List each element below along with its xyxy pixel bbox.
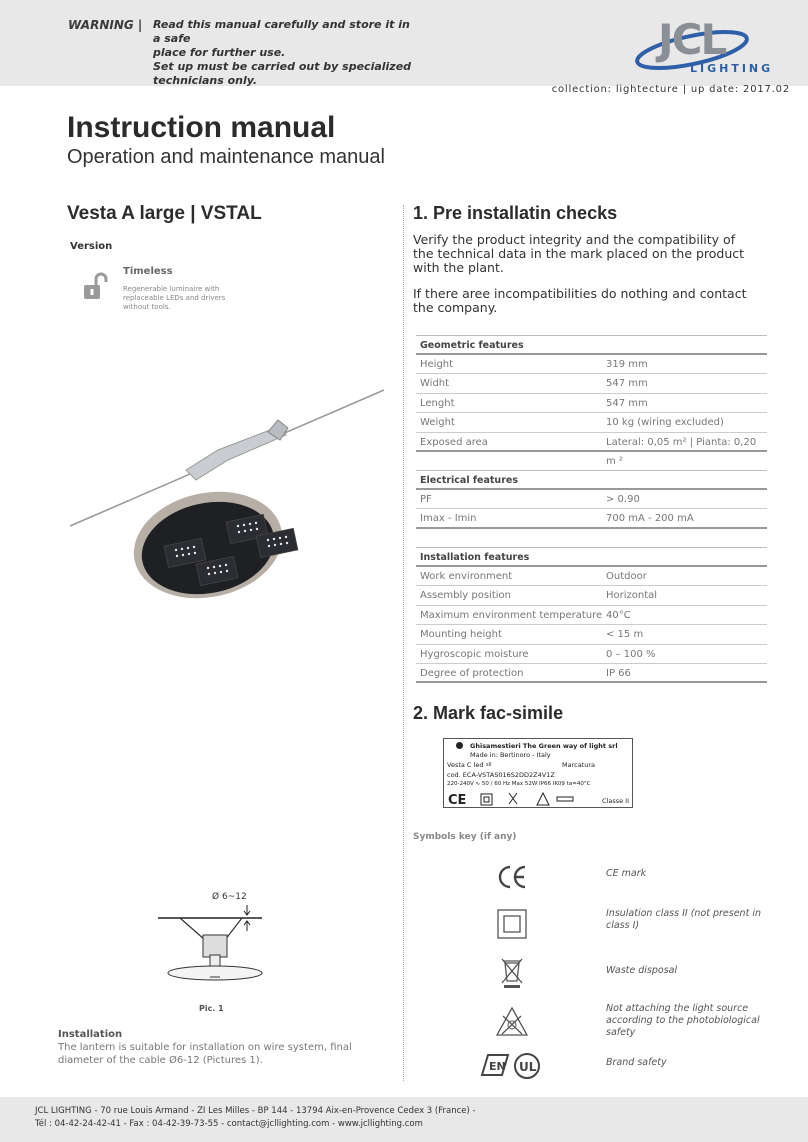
table-row: Weight 10 kg (wiring excluded) [416,413,767,432]
table-row: Assembly position Horizontal [416,586,767,605]
mark-origin: Made in: Bertinoro - Italy [470,751,551,759]
table-row: Exposed area Lateral: 0,05 m² | Pianta: 0,20 m ² [416,433,767,452]
pre-checks-para-1: Verify the product integrity and the compatibility of the technical data in the mark placed on the product with the plant. [413,232,745,275]
collection-info: collection: lightecture | up date: 2017.02 [551,84,790,95]
mark-heading: 2. Mark fac-simile [413,703,564,723]
installation-diagram [150,885,280,985]
table-row: Work environment Outdoor [416,567,767,586]
mark-logo-icon [456,742,463,749]
footer-contact: Tél : 04-42-24-42-41 - Fax : 04-42-39-73-55 - contact@jcllighting.com - www.jcllighting.com [35,1119,423,1129]
installation-text: The lantern is suitable for installation on wire system, final diameter of the cable Ø6-12 (Pictures 1). [58,1042,352,1066]
symbol-label-brand-safety: Brand safety [606,1057,667,1068]
svg-text:CE: CE [448,793,467,807]
table-row: Imax - Imin 700 mA - 200 mA [416,509,767,528]
table-row: Maximum environment temperature 40°C [416,606,767,625]
luminaire-image [68,380,388,610]
warning-label: WARNING | [68,18,143,32]
installation-features-title: Installation features [416,547,767,567]
table-row: Widht 547 mm [416,374,767,393]
logo-text: JCL [658,15,726,64]
picture-caption: Pic. 1 [199,1004,224,1013]
table-row: Mounting height < 15 m [416,625,767,644]
ce-mark-icon [493,860,531,894]
mark-company: Ghisamestieri The Green way of light srl [470,742,618,750]
pre-checks-para-2: If there aree incompatibilities do nothing and contact the company. [413,286,747,315]
page-subtitle: Operation and maintenance manual [67,146,385,168]
table-row: Degree of protection IP 66 [416,664,767,683]
installation-features-table [416,547,767,683]
version-name: Timeless [123,266,173,277]
insulation-class-icon [493,907,531,941]
enec-ul-icon [480,1049,544,1083]
waste-disposal-icon [493,955,531,989]
table-row: Height 319 mm [416,355,767,374]
version-label: Version [70,241,113,252]
header-bar [0,0,808,86]
pre-checks-heading: 1. Pre installatin checks [413,203,618,223]
electrical-features-table [416,470,767,529]
mark-product: Vesta C led [447,761,484,769]
logo-lighting-text: LIGHTING [690,62,774,75]
geometric-features-table [416,335,767,467]
symbol-label-ce: CE mark [606,868,647,879]
warning-text: Read this manual carefully and store it in a safe place for further use. Set up must be carried out by specialized technicians only. [153,18,412,87]
photobiological-icon [493,1005,531,1039]
version-description: Regenerable luminaire with replaceable LEDs and drivers without tools. [123,285,226,311]
column-divider [403,205,404,1081]
symbol-label-waste: Waste disposal [606,965,678,976]
mark-class-label: Classe II [602,797,629,805]
installation-title: Installation [58,1029,123,1040]
mark-symbols-icon [447,791,577,807]
footer [0,1097,808,1142]
mark-class-code: sII [486,762,492,768]
table-row: PF > 0.90 [416,490,767,509]
mark-marcatura: Marcatura [562,761,596,769]
footer-address: JCL LIGHTING - 70 rue Louis Armand - ZI Les Milles - BP 144 - 13794 Aix-en-Provence Cedex 3 (France) - [35,1106,476,1116]
mark-specs: 220-240V ∿ 50 / 60 Hz Max 52W IP66 IK09 ta=40°C [447,781,591,787]
svg-text:EN: EN [489,1060,506,1073]
diameter-label: Ø 6~12 [212,892,247,902]
mark-code: cod. ECA-VSTAS016S2DD2Z4V1Z [447,771,555,779]
mark-facsimile [443,738,633,808]
product-title: Vesta A large | VSTAL [67,203,262,224]
page-title: Instruction manual [67,111,336,144]
unlocked-padlock-icon [83,272,109,302]
svg-text:UL: UL [519,1060,537,1074]
symbol-label-photobiological: Not attaching the light source according to the photobiological safety [606,1003,760,1038]
table-row: Hygroscopic moisture 0 – 100 % [416,645,767,664]
symbols-key-title: Symbols key (if any) [413,832,517,842]
geometric-features-title: Geometric features [416,335,767,355]
table-row: Lenght 547 mm [416,394,767,413]
electrical-features-title: Electrical features [416,470,767,490]
symbol-label-insulation: Insulation class II (not present in class I) [606,908,761,931]
